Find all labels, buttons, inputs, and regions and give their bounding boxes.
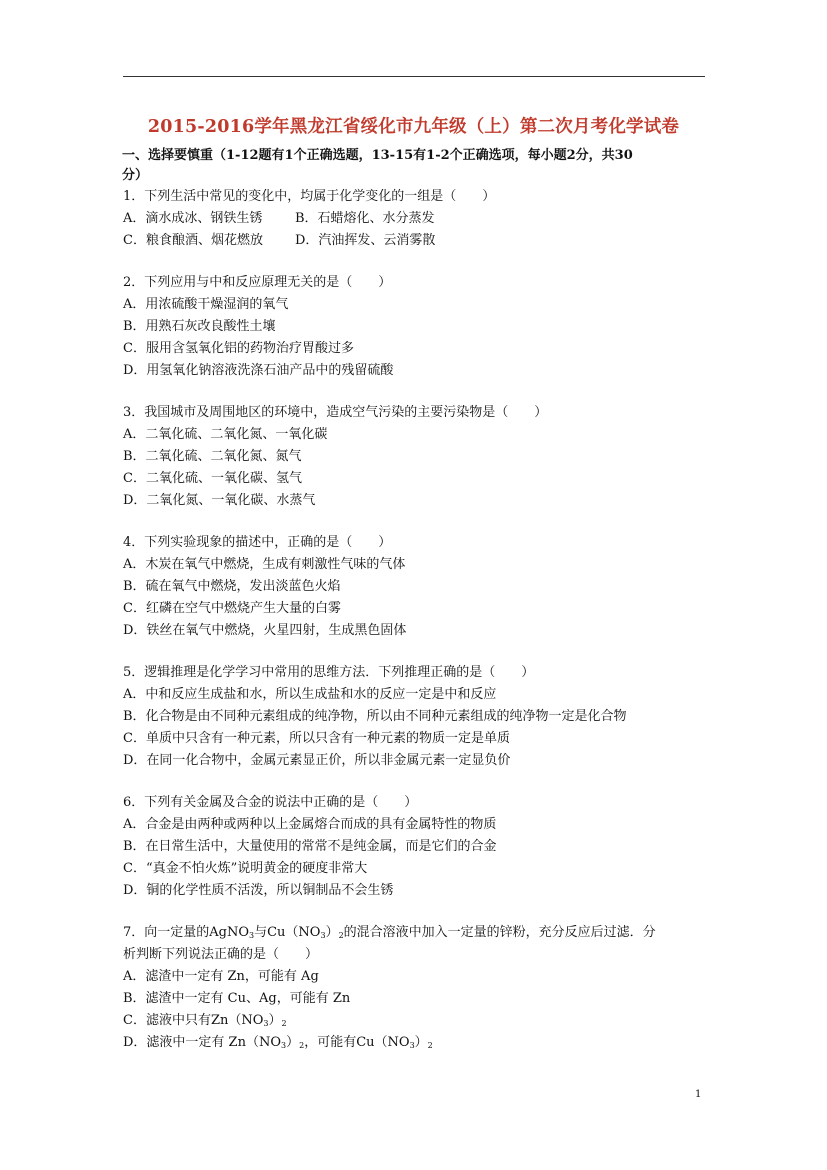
- exam-title: 2015-2016学年黑龙江省绥化市九年级（上）第二次月考化学试卷: [147, 117, 680, 137]
- option-b: B．硫在氧气中燃烧，发出淡蓝色火焰: [123, 579, 341, 594]
- option-a: A．用浓硫酸干燥湿润的氧气: [123, 297, 289, 312]
- question-7: [123, 922, 713, 1054]
- question-1: [123, 186, 713, 252]
- question-3: [123, 402, 713, 512]
- option-row: [123, 230, 713, 252]
- question-4: [123, 532, 713, 642]
- option-c: C．滤液中只有$Zn(NO_3)_2$: [123, 1013, 287, 1028]
- question-stem: 5．逻辑推理是化学学习中常用的思维方法．下列推理正确的是（ ）: [123, 665, 535, 680]
- option-c: C．单质中只含有一种元素，所以只含有一种元素的物质一定是单质: [123, 731, 510, 746]
- option-b: B．在日常生活中，大量使用的常常不是纯金属，而是它们的合金: [123, 839, 497, 854]
- question-stem: 4．下列实验现象的描述中，正确的是（ ）: [123, 535, 392, 550]
- option-b: B．二氧化硫、二氧化氮、氮气: [123, 449, 302, 464]
- option-d: D．汽油挥发、云消雾散: [295, 233, 436, 248]
- option-c: C．红磷在空气中燃烧产生大量的白雾: [123, 601, 341, 616]
- option-a: A．滴水成冰、钢铁生锈: [123, 211, 263, 226]
- option-d: D．用氢氧化钠溶液洗涤石油产品中的残留硫酸: [123, 363, 394, 378]
- section-heading: [122, 146, 712, 186]
- option-a: A．滤渣中一定有 Zn，可能有 Ag: [123, 969, 319, 984]
- question-stem-line2: 析判断下列说法正确的是（ ）: [123, 947, 319, 962]
- question-5: [123, 662, 713, 772]
- question-stem: 3．我国城市及周围地区的环境中，造成空气污染的主要污染物是（ ）: [123, 405, 548, 420]
- question-stem: 6．下列有关金属及合金的说法中正确的是（ ）: [123, 795, 418, 810]
- option-a: A．二氧化硫、二氧化氮、一氧化碳: [123, 427, 328, 442]
- option-b: B．用熟石灰改良酸性土壤: [123, 319, 276, 334]
- option-d: D．二氧化氮、一氧化碳、水蒸气: [123, 493, 316, 508]
- option-c: C．“真金不怕火炼”说明黄金的硬度非常大: [123, 861, 368, 876]
- option-b: B．滤渣中一定有 Cu、Ag，可能有 Zn: [123, 991, 351, 1006]
- option-d: D．铜的化学性质不活泼，所以铜制品不会生锈: [123, 883, 394, 898]
- question-6: [123, 792, 713, 902]
- question-2: [123, 272, 713, 382]
- option-b: B．石蜡熔化、水分蒸发: [295, 211, 435, 226]
- option-c: C．粮食酿酒、烟花燃放: [123, 233, 263, 248]
- option-a: A．中和反应生成盐和水，所以生成盐和水的反应一定是中和反应: [123, 687, 497, 702]
- question-stem: 7．向一定量的AgNO$_3$与$Cu(NO_3)_2$的混合溶液中加入一定量的锌粉，充分反应后过滤．分: [123, 925, 656, 940]
- option-a: A．木炭在氧气中燃烧，生成有刺激性气味的气体: [123, 557, 406, 572]
- option-a: A．合金是由两种或两种以上金属熔合而成的具有金属特性的物质: [123, 817, 497, 832]
- option-c: C．二氧化硫、一氧化碳、氢气: [123, 471, 302, 486]
- option-c: C．服用含氢氧化铝的药物治疗胃酸过多: [123, 341, 354, 356]
- section-heading-line2: 分）: [122, 168, 149, 183]
- section-heading-line1: 一、选择要慎重（1-12题有1个正确选题，13-15有1-2个正确选项，每小题2分，共30: [122, 148, 633, 163]
- option-row: [123, 208, 713, 230]
- question-stem: 1．下列生活中常见的变化中，均属于化学变化的一组是（ ）: [123, 189, 496, 204]
- page-number: 1: [695, 1089, 702, 1100]
- header-rule: [123, 76, 705, 77]
- question-stem: 2．下列应用与中和反应原理无关的是（ ）: [123, 275, 392, 290]
- option-d: D．在同一化合物中，金属元素显正价，所以非金属元素一定显负价: [123, 753, 511, 768]
- option-b: B．化合物是由不同种元素组成的纯净物，所以由不同种元素组成的纯净物一定是化合物: [123, 709, 627, 724]
- option-d: D．铁丝在氧气中燃烧，火星四射，生成黑色固体: [123, 623, 407, 638]
- option-d: D．滤液中一定有 $Zn(NO_3)_2$，可能有$Cu(NO_3)_2$: [123, 1035, 433, 1050]
